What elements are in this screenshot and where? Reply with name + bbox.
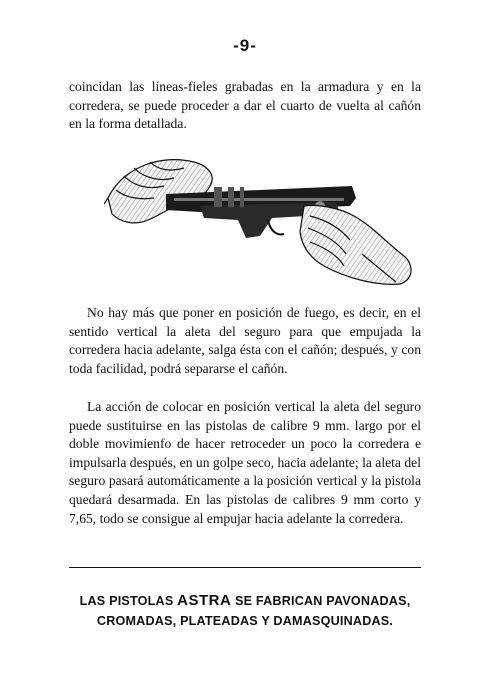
page-number: -9-: [233, 36, 257, 55]
paragraph-safety-position: No hay más que poner en posición de fuego, es decir, en el sentido vertical la aleta del seguro para que empujada la corredera hacia adelante, salga ésta con el cañón; después, y con toda facilidad, podrá separarse el cañón.: [69, 305, 421, 376]
footer-prefix: LAS PISTOLAS: [79, 594, 178, 608]
footer-brand: ASTRA: [177, 592, 232, 609]
paragraph-alternative-method: La acción de colocar en posición vertical la aleta del seguro puede sustituirse en las pistolas de calibre 9 mm. largo por el doble movimienfo de hacer retroceder un poco la corredera e impulsarla después, en un golpe seco, hacia adelante; la aleta del seguro pasará automáticamente a la posición vertical y la pistola quedará desarmada. En las pistolas de calibres 9 mm corto y 7,65, todo se consigue al empujar hacia adelante la corredera.: [69, 399, 421, 526]
footer-suffix: SE FABRICAN PAVONADAS, CROMADAS, PLATEADAS Y DAMASQUINADAS.: [96, 594, 411, 628]
footer-advertisement: [40, 591, 450, 631]
paragraph-intro: coincidan las líneas-fieles grabadas en la armadura y en la corredera, se puede proceder a dar el cuarto de vuelta al cañón en la forma detallada.: [69, 79, 421, 132]
horizontal-divider: [69, 567, 421, 568]
pistol-disassembly-illustration: [104, 146, 416, 286]
